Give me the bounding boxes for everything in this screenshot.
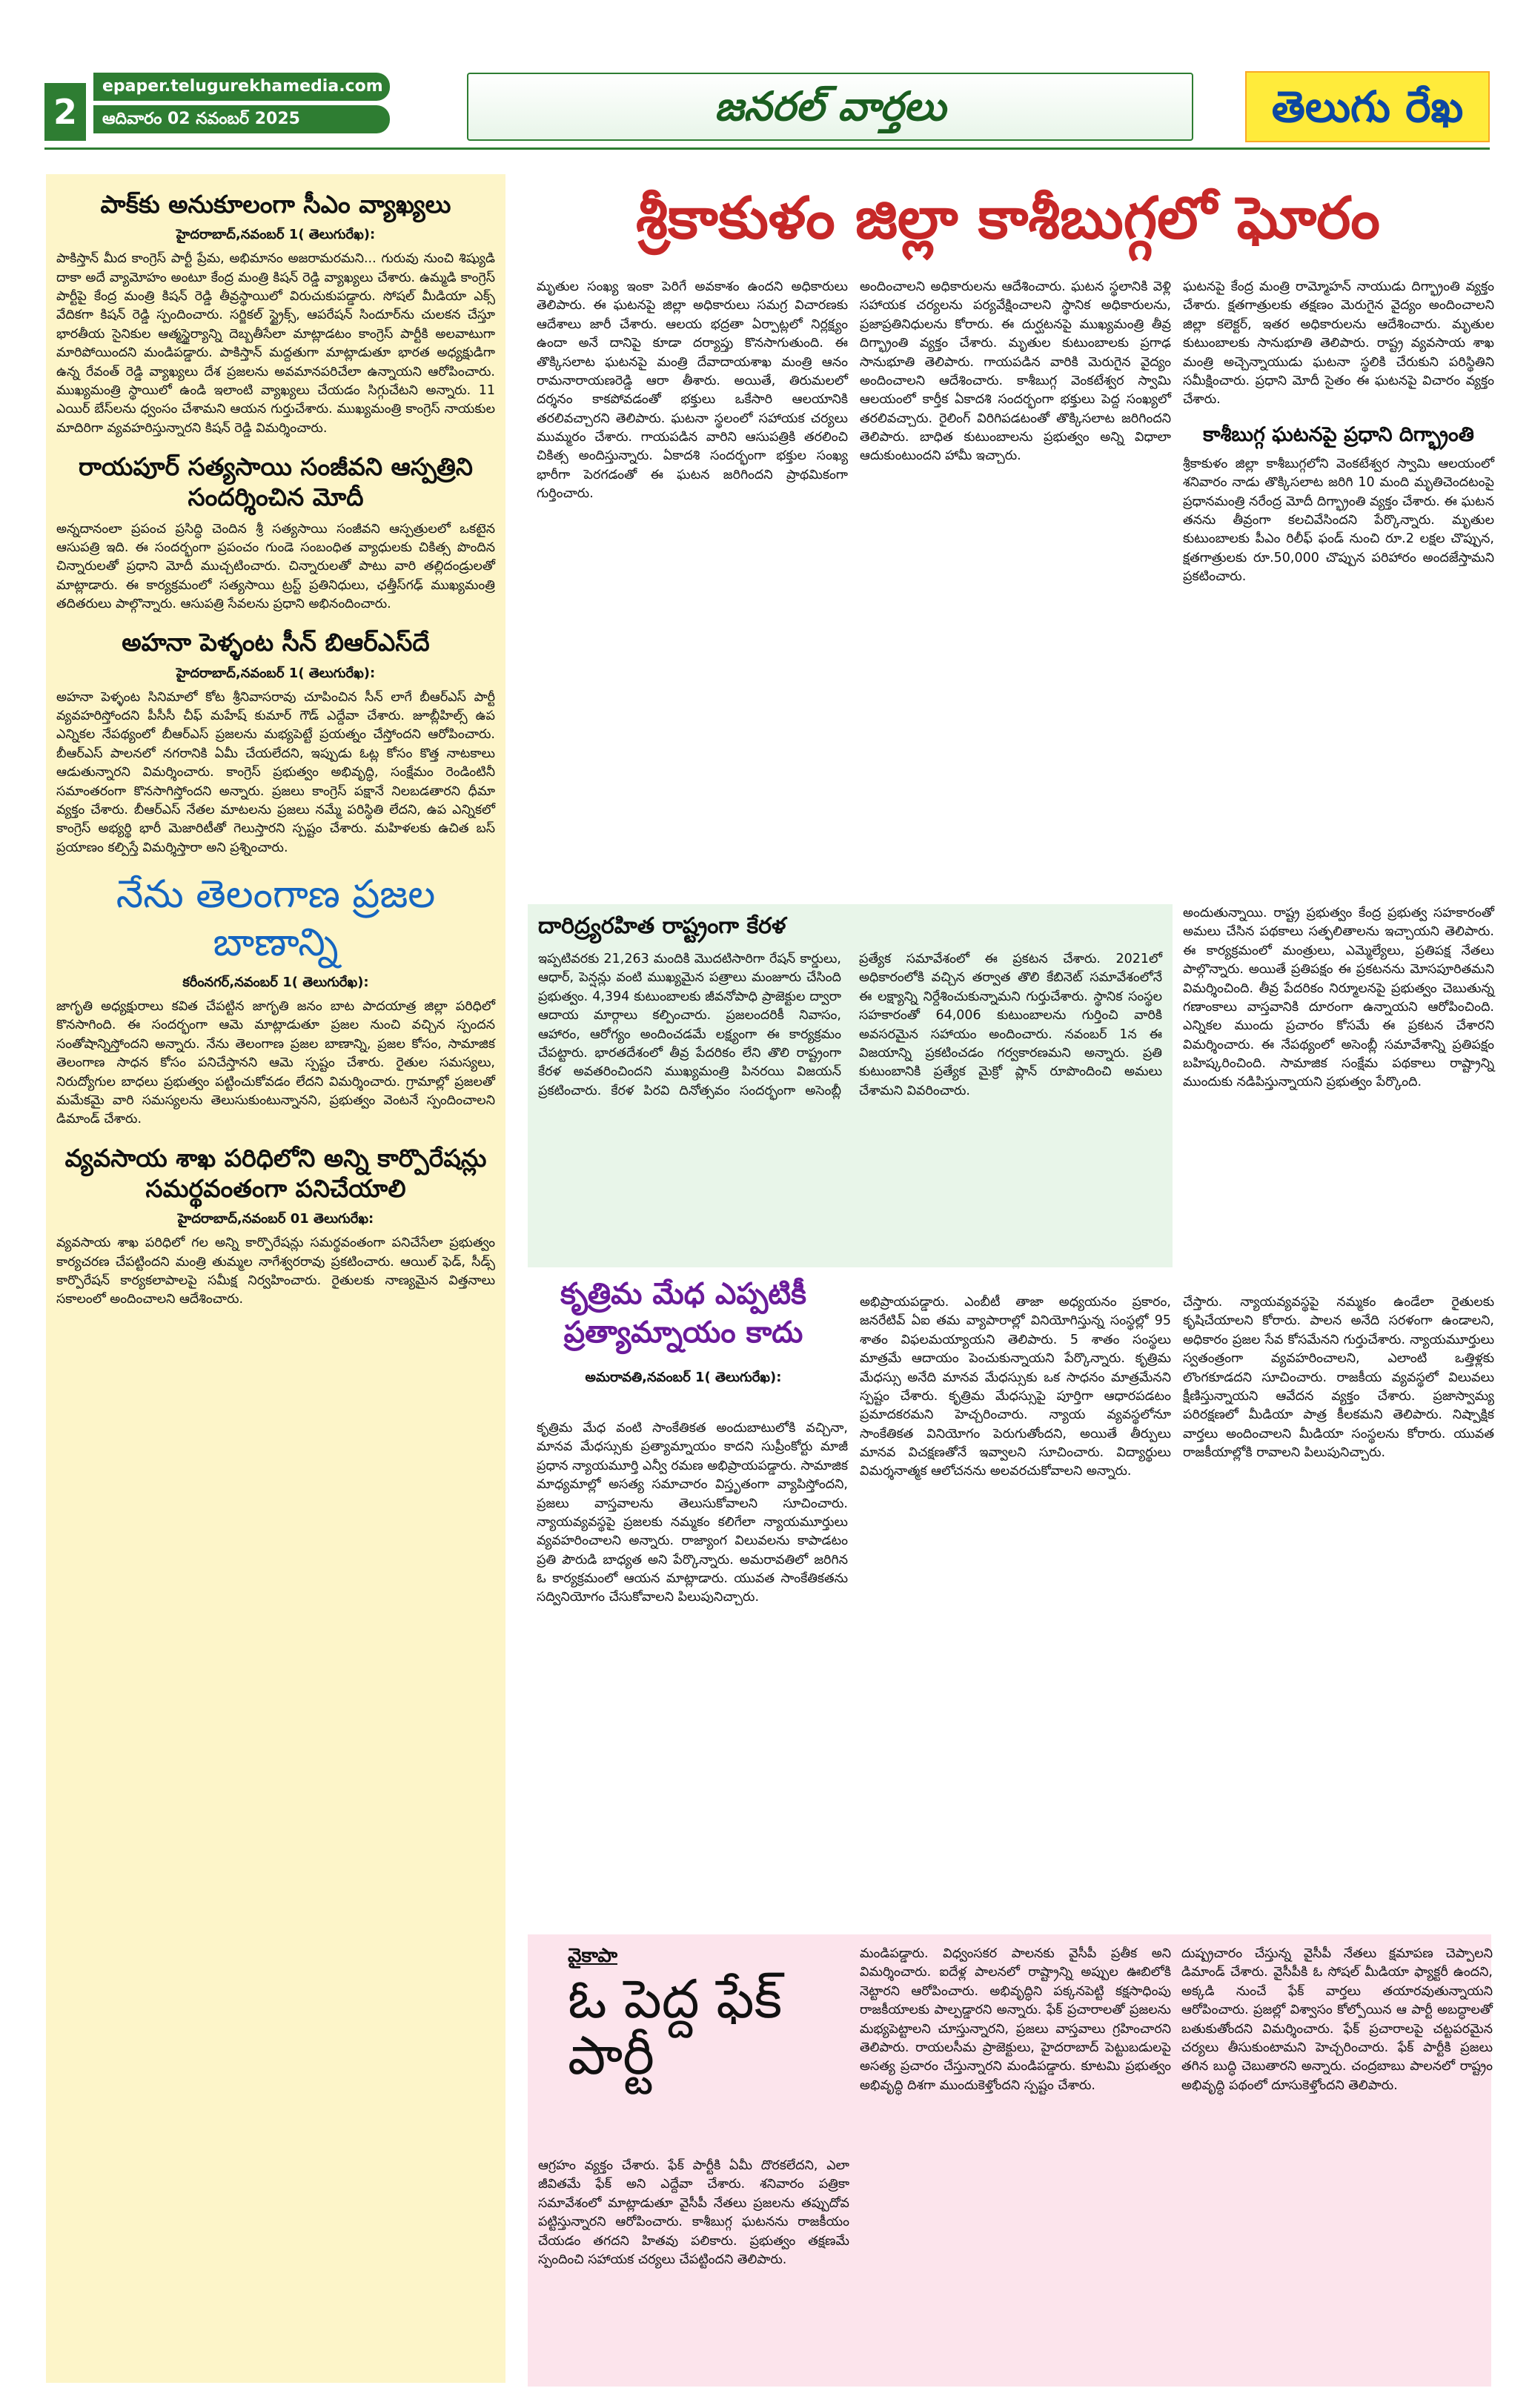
article-pak	[56, 189, 495, 438]
ai-column-3: చేస్తారు. న్యాయవ్యవస్థపై నమ్మకం ఉండేలా రైతులకు కృషిచేయాలని కోరారు. పాలన అనేది సరళంగా ఉండాలని, అధికారం ప్రజల సేవ కోసమేనని గుర్తుచేశారు. న్యాయమూర్తులు స్వతంత్రంగా వ్యవహరించాలని, ఎలాంటి ఒత్తిళ్లకు లొంగకూడదని సూచించారు. రాజకీయ వ్యవస్థలో విలువలు క్షీణిస్తున్నాయని ఆవేదన వ్యక్తం చేశారు. ప్రజాస్వామ్య పరిరక్షణలో మీడియా పాత్ర కీలకమని తెలిపారు. నిష్పాక్షిక వార్తలు అందించాలని మీడియా సంస్థలను కోరారు. యువత రాజకీయాల్లోకి రావాలని పిలుపునిచ్చారు.	[1183, 1295, 1494, 1460]
ycp-column-3: దుష్ప్రచారం చేస్తున్న వైసీపీ నేతలు క్షమాపణ చెప్పాలని డిమాండ్ చేశారు. వైసీపీకి ఓ సోషల్ మీడియా ఫ్యాక్టరీ ఉందని, అక్కడి నుంచే ఫేక్ వార్తలు తయారవుతున్నాయని ఆరోపించారు. ప్రజల్లో విశ్వాసం కోల్పోయిన ఆ పార్టీ అబద్ధాలతో బతుకుతోందని విమర్శించారు. ఫేక్ ప్రచారాలపై చట్టపరమైన చర్యలు తీసుకుంటామని హెచ్చరించారు. ఫేక్ పార్టీకి ప్రజలు తగిన బుద్ధి చెబుతారని అన్నారు. చంద్రబాబు పాలనలో రాష్ట్రం అభివృద్ధి పథంలో దూసుకెళ్తోందని తెలిపారు.	[1181, 1946, 1493, 2093]
article-title: రాయపూర్ సత్యసాయి సంజీవని ఆస్పత్రిని సందర్శించిన మోదీ	[79, 452, 473, 512]
article-kavitha	[56, 871, 495, 1130]
masthead	[44, 68, 1490, 150]
kerala-continued: అందుతున్నాయి. రాష్ట్ర ప్రభుత్వం కేంద్ర ప్రభుత్వ సహకారంతో అమలు చేసిన పథకాలు సత్ఫలితాలను ఇచ్చాయని తెలిపారు. ఈ కార్యక్రమంలో మంత్రులు, ఎమ్మెల్యేలు, ప్రతిపక్ష నేతలు పాల్గొన్నారు. అయితే ప్రతిపక్షం ఈ ప్రకటనను మోసపూరితమని విమర్శించింది. తీవ్ర పేదరికం నిర్మూలనపై ప్రభుత్వం చెబుతున్న గణాంకాలు వాస్తవానికి దూరంగా ఉన్నాయని ఆరోపించింది. ఎన్నికల ముందు ప్రచారం కోసమే ఈ ప్రకటన చేశారని విమర్శించారు. ఈ నేపథ్యంలో అసెంబ్లీ సమావేశాన్ని ప్రతిపక్షం బహిష్కరించింది. సామాజిక సంక్షేమ పథకాలు రాష్ట్రాన్ని ముందుకు నడిపిస్తున్నాయని ప్రభుత్వం పేర్కొంది.	[1183, 906, 1494, 1090]
main-headline: శ్రీకాకుళం జిల్లా కాశీబుగ్గలో ఘోరం	[636, 185, 1380, 252]
ycp-column-1: ఆగ్రహం వ్యక్తం చేశారు. ఫేక్ పార్టీకి ఏమీ దొరకలేదని, ఎలా జీవితమే ఫేక్ అని ఎద్దేవా చేశారు. శనివారం పత్రికా సమావేశంలో మాట్లాడుతూ వైసీపీ నేతలు ప్రజలను తప్పుదోవ పట్టిస్తున్నారని ఆరోపించారు. కాశీబుగ్గ ఘటనను రాజకీయం చేయడం తగదని హితవు పలికారు. ప్రభుత్వం తక్షణమే స్పందించి సహాయక చర్యలు చేపట్టిందని తెలిపారు.	[538, 2158, 849, 2267]
section-title: జనరల్ వార్తలు	[467, 73, 1193, 141]
issue-date: ఆదివారం 02 నవంబర్ 2025	[93, 105, 390, 133]
dateline: హైదరాబాద్,నవంబర్ 1( తెలుగురేఖ):	[176, 665, 376, 681]
article-title: ఓ పెద్ద ఫేక్ పార్టీ	[568, 1968, 783, 2086]
logo: తెలుగు రేఖ	[1245, 71, 1490, 142]
article-ycp	[528, 1934, 1491, 2387]
page-number: 2	[44, 83, 86, 141]
article-title: వ్యవసాయ శాఖ పరిధిలోని అన్ని కార్పొరేషన్లు సమర్థవంతంగా పనిచేయాలి	[64, 1143, 487, 1203]
article-kerala	[528, 904, 1173, 1267]
left-column	[46, 174, 505, 2383]
article-body: అన్నదానంలా ప్రపంచ ప్రసిద్ధి చెందిన శ్రీ సత్యసాయి సంజీవని ఆస్పత్రులలో ఒకటైన ఆసుపత్రి ఇది. ఈ సందర్భంగా ప్రపంచం గుండె సంబంధిత వ్యాధులకు చికిత్స పొందిన చిన్నారులతో ప్రధాని మోదీ ముచ్చటించారు. చిన్నారులతో పాటు వారి తల్లిదండ్రులతో మాట్లాడారు. ఈ కార్యక్రమంలో సత్యసాయి ట్రస్ట్ ప్రతినిధులు, ఛత్తీస్‌గఢ్ ముఖ్యమంత్రి తదితరులు పాల్గొన్నారు. ఆసుపత్రి సేవలను ప్రధాని అభినందించారు.	[56, 521, 495, 611]
ycp-column-2: మండిపడ్డారు. విధ్వంసకర పాలనకు వైసీపీ ప్రతీక అని విమర్శించారు. ఐదేళ్ల పాలనలో రాష్ట్రాన్ని అప్పుల ఊబిలోకి నెట్టారని ఆరోపించారు. అభివృద్ధిని పక్కనపెట్టి కక్షసాధింపు రాజకీయాలకు పాల్పడ్డారని అన్నారు. ఫేక్ ప్రచారాలతో ప్రజలను మభ్యపెట్టాలని చూస్తున్నారని, ప్రజలు వాస్తవాలు గ్రహించారని తెలిపారు. రాయలసీమ ప్రాజెక్టులు, హైదరాబాద్ పెట్టుబడులపై అసత్య ప్రచారం చేస్తున్నారని మండిపడ్డారు. కూటమి ప్రభుత్వం అభివృద్ధి దిశగా ముందుకెళ్తోందని స్పష్టం చేశారు.	[860, 1946, 1171, 2093]
dateline: హైదరాబాద్,నవంబర్ 01 తెలుగురేఖ:	[177, 1211, 374, 1227]
dateline: అమరావతి,నవంబర్ 1( తెలుగురేఖ):	[585, 1370, 782, 1385]
main-column-3-text-2: శ్రీకాకుళం జిల్లా కాశీబుగ్గలోని వెంకటేశ్వర స్వామి ఆలయంలో శనివారం నాడు తొక్కిసలాట జరిగి 10 మంది మృతిచెందటంపై ప్రధానమంత్రి నరేంద్ర మోదీ దిగ్భ్రాంతి వ్యక్తం చేశారు. ఈ ఘటన తనను తీవ్రంగా కలచివేసిందని పేర్కొన్నారు. మృతుల కుటుంబాలకు పీఎం రిలీఫ్ ఫండ్ నుంచి రూ.2 లక్షల చొప్పున, క్షతగాత్రులకు రూ.50,000 చొప్పున పరిహారం అందజేస్తామని ప్రకటించారు.	[1183, 456, 1494, 585]
article-title: అహనా పెళ్ళంట సీన్ బిఆర్ఎస్‌దే	[122, 628, 430, 657]
article-title: దారిద్ర్యరహిత రాష్ట్రంగా కేరళ	[538, 913, 786, 939]
main-column-1: మృతుల సంఖ్య ఇంకా పెరిగే అవకాశం ఉందని అధికారులు తెలిపారు. ఈ ఘటనపై జిల్లా అధికారులు సమగ్ర విచారణకు ఆదేశాలు జారీ చేశారు. ఆలయ భద్రతా ఏర్పాట్లలో నిర్లక్ష్యం ఉందా అనే దానిపై కూడా దర్యాప్తు కొనసాగుతుంది. ఈ తొక్కిసలాట ఘటనపై మంత్రి దేవాదాయశాఖ మంత్రి ఆనం రామనారాయణరెడ్డి ఆరా తీశారు. అయితే, తిరుమలలో దర్శనం కాకపోవడంతో భక్తులు ఒకేసారి ఆలయానికి తరలివచ్చారని తెలిపారు. ఘటనా స్థలంలో సహాయక చర్యలు ముమ్మరం చేశారు. గాయపడిన వారిని ఆసుపత్రికి తరలించి చికిత్స అందిస్తున్నారు. ఏకాదశి సందర్భంగా భక్తుల సంఖ్య భారీగా పెరగడంతో ఈ ఘటన జరిగిందని ప్రాథమికంగా గుర్తించారు.	[537, 279, 848, 502]
ycp-header	[538, 1945, 849, 2086]
main-column-3-text: ఘటనపై కేంద్ర మంత్రి రామ్మోహన్ నాయుడు దిగ్భ్రాంతి వ్యక్తం చేశారు. క్షతగాత్రులకు తక్షణం మెరుగైన వైద్యం అందించాలని జిల్లా కలెక్టర్, ఇతర అధికారులను ఆదేశించారు. మృతుల కుటుంబాలకు సానుభూతి తెలిపారు. రాష్ట్ర వ్యవసాయ శాఖ మంత్రి అచ్చెన్నాయుడు ఘటనా స్థలికి చేరుకుని పరిస్థితిని సమీక్షించారు. ప్రధాని మోదీ సైతం ఈ ఘటనపై విచారం వ్యక్తం చేశారు.	[1183, 279, 1494, 408]
article-body: వ్యవసాయ శాఖ పరిధిలో గల అన్ని కార్పొరేషన్లు సమర్థవంతంగా పనిచేసేలా ప్రభుత్వం కార్యచరణ చేపట్టిందని మంత్రి తుమ్మల నాగేశ్వరరావు ప్రకటించారు. ఆయిల్ ఫెడ్, సీడ్స్ కార్పొరేషన్ కార్యకలాపాలపై సమీక్ష నిర్వహించారు. రైతులకు నాణ్యమైన విత్తనాలు సకాలంలో అందించాలని ఆదేశించారు.	[56, 1235, 495, 1307]
ai-column-2: అభిప్రాయపడ్డారు. ఎంబీటీ తాజా అధ్యయనం ప్రకారం, జనరేటివ్ ఏఐ తమ వ్యాపారాల్లో వినియోగిస్తున్న సంస్థల్లో 95 శాతం విఫలమయ్యాయని తెలిపారు. 5 శాతం సంస్థలు మాత్రమే ఆదాయం పెంచుకున్నాయని పేర్కొన్నారు. కృత్రిమ మేధస్సు అనేది మానవ మేధస్సుకు ఒక సాధనం మాత్రమేనని స్పష్టం చేశారు. కృత్రిమ మేధస్సుపై పూర్తిగా ఆధారపడటం ప్రమాదకరమని హెచ్చరించారు. న్యాయ వ్యవస్థలోనూ సాంకేతికత వినియోగం పెరుగుతోందని, అయితే తీర్పులు మానవ విచక్షణతోనే ఇవ్వాలని సూచించారు. విద్యార్థులు విమర్శనాత్మక ఆలోచనను అలవరచుకోవాలని అన్నారు.	[860, 1295, 1171, 1479]
article-title: కృత్రిమ మేధ ఎప్పటికీ ప్రత్యామ్నాయం కాదు	[560, 1277, 806, 1350]
article-modi	[56, 451, 495, 614]
article-body: పాకిస్తాన్ మీద కాంగ్రెస్ పార్టీ ప్రేమ, అభిమానం అజరామరమని... గురువు నుంచి శిష్యుడి దాకా అదే వ్యామోహం అంటూ కేంద్ర మంత్రి కిషన్ రెడ్డి వ్యాఖ్యలు చేశారు. ఉమ్మడి కాంగ్రెస్ పార్టీపై కేంద్ర మంత్రి కిషన్ రెడ్డి తీవ్రస్థాయిలో విరుచుకుపడ్డారు. సోషల్ మీడియా ఎక్స్ వేదికగా కిషన్ రెడ్డి స్పందించారు. సర్జికల్ స్ట్రైక్స్, ఆపరేషన్ సిందూర్‌ను చులకన చేస్తూ భారతీయ సైనికుల ఆత్మస్థైర్యాన్ని దెబ్బతీసేలా మాట్లాడటం కాంగ్రెస్ పార్టీకి అలవాటుగా మారిపోయిందని మండిపడ్డారు. పాకిస్తాన్ మద్దతుగా మాట్లాడుతూ భారత అధ్యక్షుడిగా ఉన్న రేవంత్ రెడ్డి వ్యాఖ్యలు దేశ ప్రజలను అవమానపరిచేలా ఉన్నాయని ఆరోపించారు. ముఖ్యమంత్రి స్థాయిలో ఉండి ఇలాంటి వ్యాఖ్యలు చేయడం సిగ్గుచేటని అన్నారు. 11 ఎయిర్ బేస్‌లను ధ్వంసం చేశామని ఆయన గుర్తుచేశారు. ముఖ్యమంత్రి కాంగ్రెస్ నాయకుల మాదిరిగా వ్యవహరిస్తున్నారని కిషన్ రెడ్డి విమర్శించారు.	[56, 251, 495, 436]
subheadline: కాశీబుగ్గ ఘటనపై ప్రధాని దిగ్భ్రాంతి	[1203, 422, 1474, 446]
article-agriculture	[56, 1143, 495, 1310]
article-body: అహనా పెళ్ళంట సినిమాలో కోట శ్రీనివాసరావు చూపించిన సీన్ లాగే బీఆర్ఎస్ పార్టీ వ్యవహరిస్తోందని పీసీసీ చీఫ్ మహేష్ కుమార్ గౌడ్ ఎద్దేవా చేశారు. జూబ్లీహిల్స్ ఉప ఎన్నికల నేపథ్యంలో బీఆర్ఎస్ ప్రజలను మభ్యపెట్టే ప్రయత్నం చేస్తోందని ఆరోపించారు. బీఆర్ఎస్ పాలనలో నగరానికి ఏమీ చేయలేదని, ఇప్పుడు ఓట్ల కోసం కొత్త నాటకాలు ఆడుతున్నారని విమర్శించారు. కాంగ్రెస్ ప్రభుత్వం అభివృద్ధి, సంక్షేమం రెండింటినీ సమాంతరంగా కొనసాగిస్తోందని అన్నారు. ప్రజలు కాంగ్రెస్ పక్షానే నిలబడతారని ధీమా వ్యక్తం చేశారు. బీఆర్ఎస్ నేతల మాటలను ప్రజలు నమ్మే పరిస్థితి లేదని, ఉప ఎన్నికలో కాంగ్రెస్ అభ్యర్థి భారీ మెజారిటీతో గెలుస్తారని స్పష్టం చేశారు. మహిళలకు ఉచిత బస్ ప్రయాణం కల్పిస్తే విమర్శిస్తారా అని ప్రశ్నించారు.	[56, 689, 495, 855]
article-title: పాక్‌కు అనుకూలంగా సీఎం వ్యాఖ్యలు	[100, 190, 451, 219]
ai-column-1: కృత్రిమ మేధ వంటి సాంకేతికత అందుబాటులోకి వచ్చినా, మానవ మేధస్సుకు ప్రత్యామ్నాయం కాదని సుప్రీంకోర్టు మాజీ ప్రధాన న్యాయమూర్తి ఎన్వీ రమణ అభిప్రాయపడ్డారు. సామాజిక మాధ్యమాల్లో అసత్య సమాచారం విస్తృతంగా వ్యాపిస్తోందని, ప్రజలు వాస్తవాలను తెలుసుకోవాలని సూచించారు. న్యాయవ్యవస్థపై ప్రజలకు నమ్మకం కలిగేలా న్యాయమూర్తులు వ్యవహరించాలని అన్నారు. రాజ్యాంగ విలువలను కాపాడటం ప్రతి పౌరుడి బాధ్యత అని పేర్కొన్నారు. అమరావతిలో జరిగిన ఓ కార్యక్రమంలో ఆయన మాట్లాడారు. యువత సాంకేతికతను సద్వినియోగం చేసుకోవాలని పిలుపునిచ్చారు.	[537, 1421, 848, 1605]
dateline: హైదరాబాద్,నవంబర్ 1( తెలుగురేఖ):	[176, 227, 376, 243]
main-column-3	[1183, 278, 1494, 586]
main-column-2: అందించాలని అధికారులను ఆదేశించారు. ఘటన స్థలానికి వెళ్లి సహాయక చర్యలను పర్యవేక్షించాలని స్థానిక అధికారులను, ప్రజాప్రతినిధులను కోరారు. ఈ దుర్ఘటనపై ముఖ్యమంత్రి తీవ్ర దిగ్భ్రాంతి వ్యక్తం చేశారు. మృతుల కుటుంబాలకు ప్రగాఢ సానుభూతి తెలిపారు. గాయపడిన వారికి మెరుగైన వైద్యం అందించాలని ఆదేశించారు. కాశీబుగ్గ వెంకటేశ్వర స్వామి ఆలయంలో కార్తీక ఏకాదశి సందర్భంగా భక్తులు పెద్ద సంఖ్యలో తరలివచ్చారు. రైలింగ్ విరిగిపడటంతో తొక్కిసలాట జరిగిందని తెలిపారు. బాధిత కుటుంబాలను ప్రభుత్వం అన్ని విధాలా ఆదుకుంటుందని హామీ ఇచ్చారు.	[860, 279, 1171, 464]
kicker: వైకాపా	[568, 1945, 618, 1967]
site-url[interactable]: epaper.telugurekhamedia.com	[93, 73, 390, 101]
article-body: జాగృతి అధ్యక్షురాలు కవిత చేపట్టిన జాగృతి జనం బాట పాదయాత్ర జిల్లా పరిధిలో కొనసాగింది. ఈ సందర్భంగా ఆమె మాట్లాడుతూ ప్రజల నుంచి వచ్చిన స్పందన సంతోషాన్నిస్తోందని అన్నారు. నేను తెలంగాణ ప్రజల బాణాన్ని, ప్రజల కోసం, సామాజిక తెలంగాణ సాధన కోసం పనిచేస్తానని ఆమె స్పష్టం చేశారు. రైతుల సమస్యలు, నిరుద్యోగుల బాధలు ప్రభుత్వం పట్టించుకోవడం లేదని విమర్శించారు. గ్రామాల్లో ప్రజలతో మమేకమై వారి సమస్యలను తెలుసుకుంటున్నానని, ప్రభుత్వం వెంటనే స్పందించాలని డిమాండ్ చేశారు.	[56, 999, 495, 1127]
article-brs	[56, 627, 495, 858]
article-title: నేను తెలంగాణ ప్రజల బాణాన్ని	[116, 872, 436, 965]
dateline: కరీంనగర్,నవంబర్ 1( తెలుగురేఖ):	[182, 975, 369, 990]
article-body: ఇప్పటివరకు 21,263 మందికి మొదటిసారిగా రేషన్ కార్డులు, ఆధార్, పెన్షన్లు వంటి ముఖ్యమైన పత్రాలు మంజూరు చేసింది ప్రభుత్వం. 4,394 కుటుంబాలకు జీవనోపాధి ప్రాజెక్టుల ద్వారా ఆదాయ మార్గాలు కల్పించారు. ప్రజలందరికీ నివాసం, ఆహారం, ఆరోగ్యం అందించడమే లక్ష్యంగా ఈ కార్యక్రమం చేపట్టారు. భారతదేశంలో తీవ్ర పేదరికం లేని తొలి రాష్ట్రంగా కేరళ అవతరించిందని ముఖ్యమంత్రి పినరయి విజయన్ ప్రకటించారు. కేరళ పిరవి దినోత్సవం సందర్భంగా అసెంబ్లీ ప్రత్యేక సమావేశంలో ఈ ప్రకటన చేశారు. 2021లో అధికారంలోకి వచ్చిన తర్వాత తొలి కేబినెట్ సమావేశంలోనే ఈ లక్ష్యాన్ని నిర్దేశించుకున్నామని గుర్తుచేశారు. స్థానిక సంస్థల సహకారంతో 64,006 కుటుంబాలను గుర్తించి వారికి అవసరమైన సహాయం అందించారు. నవంబర్ 1న ఈ విజయాన్ని ప్రకటించడం గర్వకారణమని అన్నారు. ప్రతి కుటుంబానికి ప్రత్యేక మైక్రో ప్లాన్ రూపొందించి అమలు చేశామని వివరించారు.	[538, 952, 1162, 1098]
